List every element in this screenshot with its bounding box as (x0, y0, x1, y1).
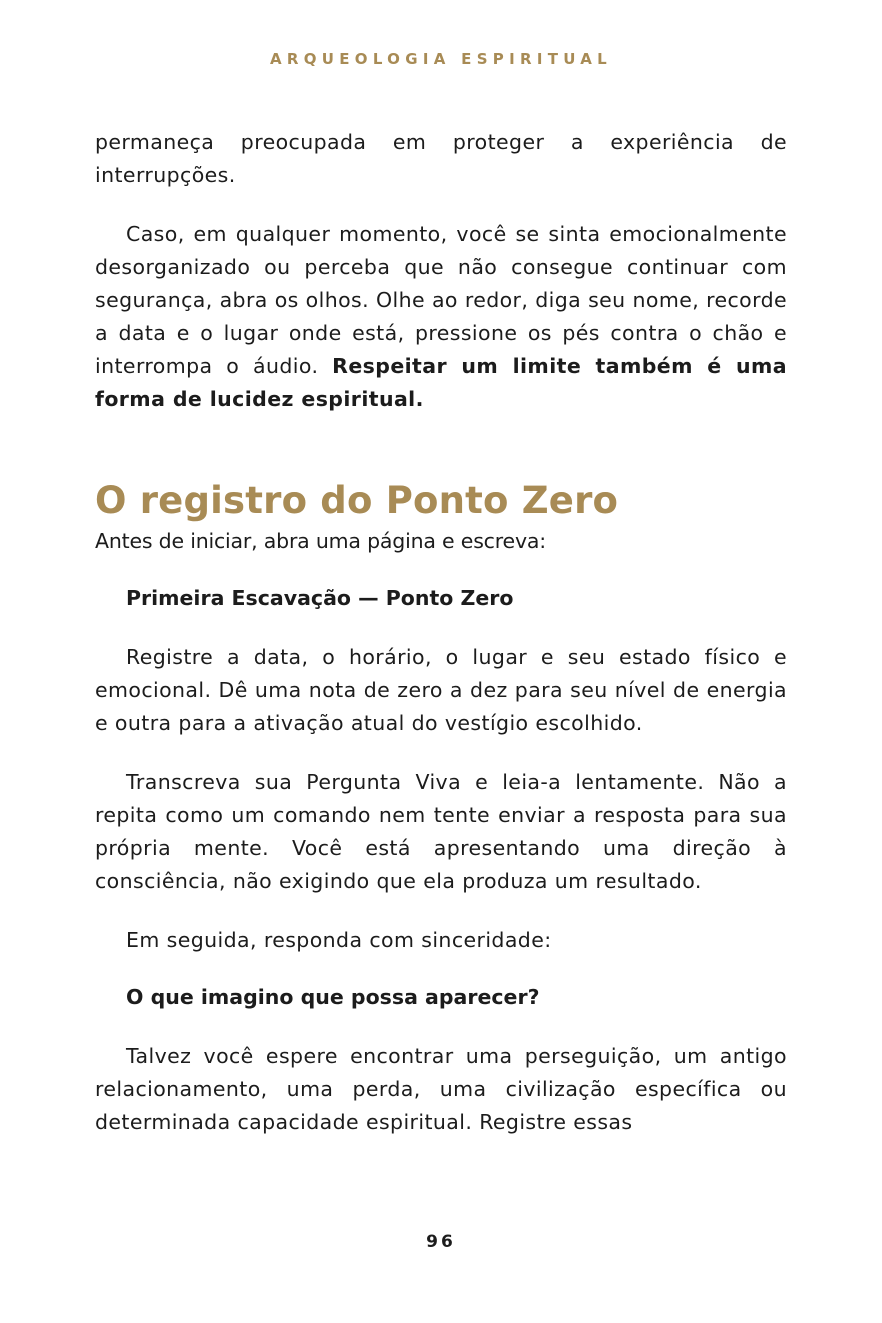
paragraph-expectation: Talvez você espere encontrar uma perseguição, um antigo relacionamento, uma perda, uma civilização específica ou determinada capacidade espiritual. Registre essas (95, 1044, 787, 1134)
paragraph-safety-emphasis: Respeitar um limite também é uma forma de lucidez espiritual. (95, 354, 787, 411)
paragraph-next: Em seguida, responda com sinceridade: (126, 928, 552, 952)
section-title: O registro do Ponto Zero (95, 479, 619, 522)
section-lead: Antes de iniciar, abra uma página e escreva: (95, 529, 546, 553)
paragraph-safety-text: Caso, em qualquer momento, você se sinta emocionalmente desorganizado ou perceba que não consegue continuar com segurança, abra os olhos. Olhe ao redor, diga seu nome, recorde a data e o lugar onde está, pressione os pés contra o chão e interrompa o áudio. (95, 222, 787, 378)
page-body (95, 126, 787, 1139)
paragraph-safety (95, 218, 787, 416)
paragraph-transcribe: Transcreva sua Pergunta Viva e leia-a lentamente. Não a repita como um comando nem tente enviar a resposta para sua própria mente. Você está apresentando uma direção à consciência, não exigindo que ela produza um resultado. (95, 770, 787, 893)
subhead-first-excavation: Primeira Escavação — Ponto Zero (126, 586, 514, 610)
paragraph-continuation: permaneça preocupada em proteger a experiência de interrupções. (95, 130, 787, 187)
page-number: 96 (426, 1232, 456, 1252)
paragraph-register: Registre a data, o horário, o lugar e seu estado físico e emocional. Dê uma nota de zero a dez para seu nível de energia e outra para a ativação atual do vestígio escolhido. (95, 645, 787, 735)
running-header: ARQUEOLOGIA ESPIRITUAL (269, 50, 613, 68)
subhead-question: O que imagino que possa aparecer? (126, 985, 540, 1009)
